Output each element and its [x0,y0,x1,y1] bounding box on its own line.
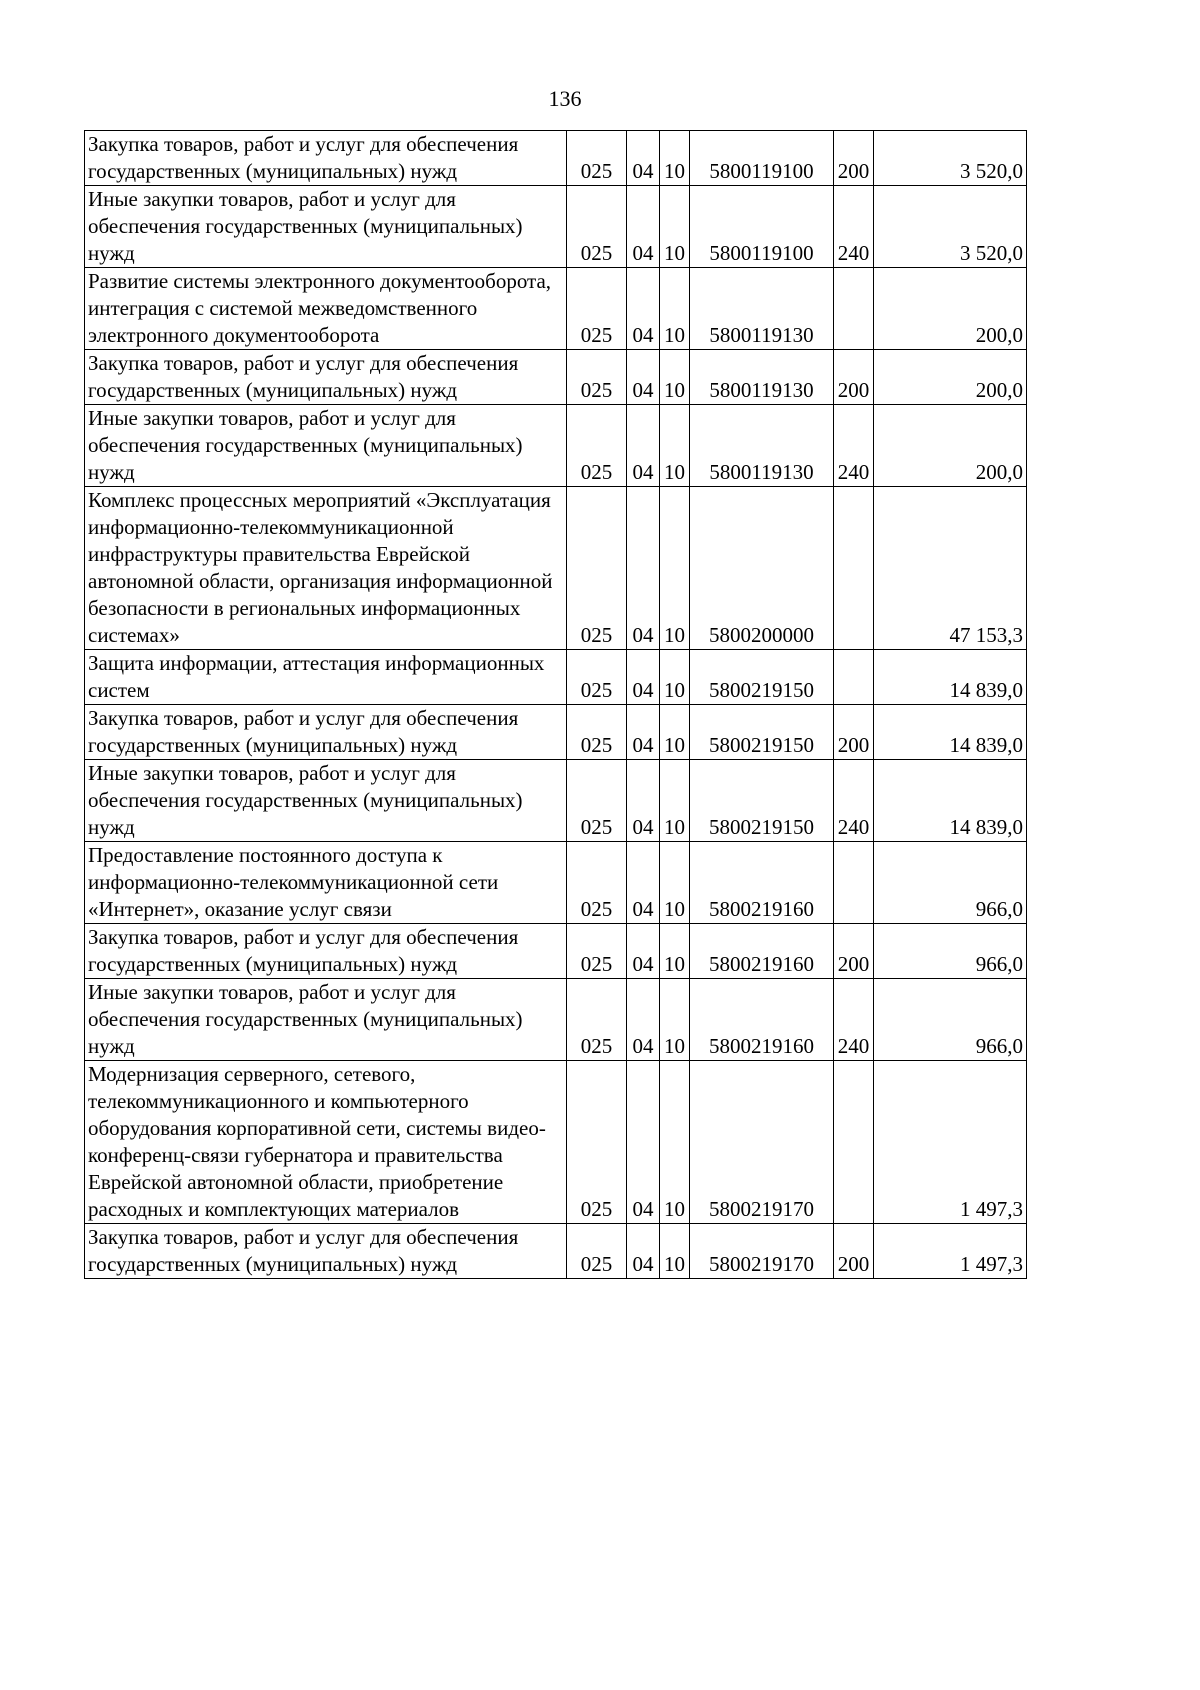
subsection-code: 10 [660,760,690,842]
subsection-code: 10 [660,131,690,186]
amount: 47 153,3 [874,487,1027,650]
row-name: Защита информации, аттестация информационных систем [85,650,567,705]
row-name: Модернизация серверного, сетевого, телекоммуникационного и компьютерного оборудования корпоративной сети, системы видео-конференц-связи губернатора и правительства Еврейской автономной области, приобретение расходных и комплектующих материалов [85,1061,567,1224]
ministry-code: 025 [567,405,627,487]
target-article-code: 5800119130 [690,268,834,350]
ministry-code: 025 [567,924,627,979]
table-row [85,268,1027,350]
table-row [85,705,1027,760]
row-name: Закупка товаров, работ и услуг для обеспечения государственных (муниципальных) нужд [85,705,567,760]
table-row [85,487,1027,650]
ministry-code: 025 [567,705,627,760]
ministry-code: 025 [567,1224,627,1279]
row-name: Закупка товаров, работ и услуг для обеспечения государственных (муниципальных) нужд [85,924,567,979]
ministry-code: 025 [567,979,627,1061]
table-row [85,842,1027,924]
amount: 14 839,0 [874,650,1027,705]
target-article-code: 5800219160 [690,842,834,924]
table-row [85,760,1027,842]
amount: 14 839,0 [874,705,1027,760]
expense-type-code [834,487,874,650]
amount: 14 839,0 [874,760,1027,842]
subsection-code: 10 [660,350,690,405]
target-article-code: 5800219150 [690,760,834,842]
section-code: 04 [627,268,660,350]
expense-type-code [834,842,874,924]
expense-type-code: 240 [834,979,874,1061]
target-article-code: 5800219170 [690,1224,834,1279]
ministry-code: 025 [567,1061,627,1224]
target-article-code: 5800200000 [690,487,834,650]
expense-type-code: 200 [834,1224,874,1279]
section-code: 04 [627,487,660,650]
table-row [85,979,1027,1061]
amount: 3 520,0 [874,186,1027,268]
expense-type-code: 240 [834,760,874,842]
section-code: 04 [627,350,660,405]
row-name: Развитие системы электронного документооборота, интеграция с системой межведомственного электронного документооборота [85,268,567,350]
subsection-code: 10 [660,268,690,350]
amount: 200,0 [874,405,1027,487]
row-name: Закупка товаров, работ и услуг для обеспечения государственных (муниципальных) нужд [85,350,567,405]
amount: 966,0 [874,979,1027,1061]
section-code: 04 [627,760,660,842]
ministry-code: 025 [567,268,627,350]
subsection-code: 10 [660,924,690,979]
target-article-code: 5800219160 [690,979,834,1061]
subsection-code: 10 [660,1061,690,1224]
section-code: 04 [627,842,660,924]
table-row [85,186,1027,268]
amount: 1 497,3 [874,1061,1027,1224]
expense-type-code [834,1061,874,1224]
row-name: Иные закупки товаров, работ и услуг для обеспечения государственных (муниципальных) нужд [85,979,567,1061]
ministry-code: 025 [567,186,627,268]
section-code: 04 [627,705,660,760]
amount: 3 520,0 [874,131,1027,186]
amount: 200,0 [874,268,1027,350]
target-article-code: 5800119100 [690,131,834,186]
subsection-code: 10 [660,842,690,924]
section-code: 04 [627,979,660,1061]
subsection-code: 10 [660,487,690,650]
target-article-code: 5800219160 [690,924,834,979]
page-number: 136 [548,86,582,111]
table-row [85,405,1027,487]
subsection-code: 10 [660,979,690,1061]
table-row [85,350,1027,405]
expense-type-code: 240 [834,405,874,487]
section-code: 04 [627,131,660,186]
expense-type-code: 240 [834,186,874,268]
target-article-code: 5800219170 [690,1061,834,1224]
section-code: 04 [627,186,660,268]
ministry-code: 025 [567,131,627,186]
expense-type-code: 200 [834,131,874,186]
expense-type-code: 200 [834,350,874,405]
subsection-code: 10 [660,405,690,487]
section-code: 04 [627,405,660,487]
amount: 966,0 [874,842,1027,924]
table-row [85,1061,1027,1224]
ministry-code: 025 [567,487,627,650]
table-row [85,131,1027,186]
section-code: 04 [627,924,660,979]
expense-type-code [834,650,874,705]
ministry-code: 025 [567,842,627,924]
target-article-code: 5800119130 [690,405,834,487]
row-name: Закупка товаров, работ и услуг для обеспечения государственных (муниципальных) нужд [85,131,567,186]
target-article-code: 5800219150 [690,650,834,705]
expense-type-code: 200 [834,924,874,979]
subsection-code: 10 [660,705,690,760]
budget-table-body [85,131,1027,1279]
row-name: Закупка товаров, работ и услуг для обеспечения государственных (муниципальных) нужд [85,1224,567,1279]
table-row [85,650,1027,705]
amount: 1 497,3 [874,1224,1027,1279]
amount: 966,0 [874,924,1027,979]
row-name: Иные закупки товаров, работ и услуг для обеспечения государственных (муниципальных) нужд [85,760,567,842]
target-article-code: 5800119100 [690,186,834,268]
row-name: Иные закупки товаров, работ и услуг для обеспечения государственных (муниципальных) нужд [85,405,567,487]
table-row [85,924,1027,979]
subsection-code: 10 [660,186,690,268]
section-code: 04 [627,1224,660,1279]
amount: 200,0 [874,350,1027,405]
row-name: Предоставление постоянного доступа к информационно-телекоммуникационной сети «Интернет», оказание услуг связи [85,842,567,924]
ministry-code: 025 [567,760,627,842]
target-article-code: 5800119130 [690,350,834,405]
table-row [85,1224,1027,1279]
row-name: Комплекс процессных мероприятий «Эксплуатация информационно-телекоммуникационной инфраструктуры правительства Еврейской автономной области, организация информационной безопасности в региональных информационных системах» [85,487,567,650]
row-name: Иные закупки товаров, работ и услуг для обеспечения государственных (муниципальных) нужд [85,186,567,268]
expense-type-code [834,268,874,350]
section-code: 04 [627,650,660,705]
budget-table [84,130,1027,1279]
expense-type-code: 200 [834,705,874,760]
target-article-code: 5800219150 [690,705,834,760]
subsection-code: 10 [660,650,690,705]
ministry-code: 025 [567,350,627,405]
ministry-code: 025 [567,650,627,705]
section-code: 04 [627,1061,660,1224]
subsection-code: 10 [660,1224,690,1279]
